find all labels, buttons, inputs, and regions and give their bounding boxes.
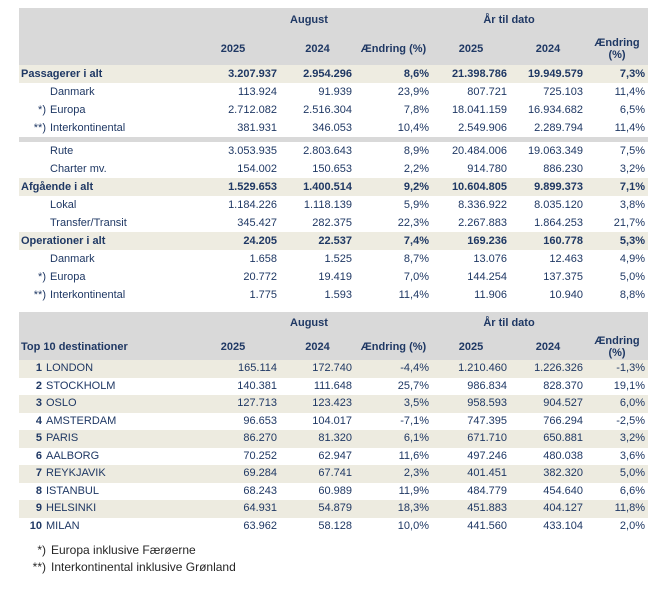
cell-ytd-2025: 20.484.006 (451, 145, 507, 157)
cell-aug-2025: 165.114 (238, 362, 277, 374)
row-label-cell (19, 101, 186, 119)
footnote-text: Interkontinental inklusive Grønland (51, 560, 236, 574)
row-label-cell (19, 232, 186, 250)
cell-ytd-change: 3,6% (619, 449, 645, 462)
row-label: Operationer i alt (21, 235, 106, 247)
august-group-header: August (290, 14, 328, 26)
cell-aug-change: 25,7% (397, 379, 429, 392)
col-header-ytd-2025: 2025 (458, 341, 484, 353)
row-label-cell (19, 119, 186, 137)
cell-ytd-2024: 19.063.349 (527, 145, 583, 157)
cell-aug-2025: 64.931 (243, 502, 277, 514)
col-header-aug-2025: 2025 (220, 341, 246, 353)
cell-aug-2025: 1.775 (249, 289, 277, 301)
cell-ytd-2025: 484.779 (467, 484, 507, 497)
col-header-ytd-2024: 2024 (535, 42, 561, 55)
row-label: Interkontinental (50, 122, 126, 134)
cell-aug-change: 8,6% (403, 68, 429, 80)
cell-ytd-change: 5,0% (619, 467, 645, 479)
cell-ytd-2024: 433.104 (543, 519, 583, 532)
row-label-cell (19, 83, 186, 101)
cell-aug-2024: 81.320 (318, 432, 352, 444)
cell-ytd-2024: 1.864.253 (534, 217, 583, 229)
cell-aug-2024: 19.419 (318, 271, 352, 283)
table-row-interkontinental-ops (19, 286, 648, 304)
destination-row-istanbul (19, 483, 648, 501)
row-label: Danmark (50, 253, 95, 265)
table-row-danmark (19, 83, 648, 101)
rank-number: 7 (35, 467, 42, 479)
cell-ytd-2025: 169.236 (467, 235, 507, 247)
cell-aug-change: 7,8% (403, 104, 429, 116)
cell-aug-2024: 2.954.296 (303, 68, 352, 80)
cell-ytd-2025: 10.604.805 (451, 181, 507, 193)
period-header-row (19, 312, 648, 334)
table-row-europa (19, 101, 648, 119)
col-header-aug-change: Ændring (%) (360, 42, 427, 55)
row-label-cell (19, 430, 186, 448)
cell-ytd-2024: 10.940 (549, 289, 583, 301)
destination-name: REYKJAVIK (46, 467, 106, 479)
destination-row-oslo (19, 395, 648, 413)
destination-name: MILAN (46, 519, 80, 532)
row-label-cell (19, 518, 186, 536)
cell-ytd-2025: 914.780 (467, 163, 507, 175)
cell-aug-change: 11,4% (398, 289, 429, 301)
destination-row-amsterdam (19, 413, 648, 431)
cell-ytd-2025: 2.267.883 (458, 217, 507, 229)
cell-aug-change: 11,6% (398, 449, 429, 462)
cell-ytd-change: 6,5% (619, 104, 645, 116)
cell-ytd-2025: 451.883 (467, 502, 507, 514)
cell-aug-2024: 22.537 (318, 235, 352, 247)
cell-ytd-2024: 725.103 (543, 86, 583, 98)
row-label-cell (19, 286, 186, 304)
cell-ytd-2024: 1.226.326 (534, 362, 583, 374)
destination-name: LONDON (46, 362, 94, 374)
cell-ytd-2025: 11.906 (474, 289, 507, 301)
cell-ytd-change: 19,1% (613, 379, 645, 392)
cell-aug-change: 11,9% (398, 484, 429, 497)
rank-number: 10 (29, 519, 42, 532)
cell-aug-2025: 127.713 (237, 397, 277, 409)
footnote-text: Europa inklusive Færøerne (51, 543, 196, 557)
cell-aug-2024: 67.741 (318, 467, 352, 479)
column-header-row (19, 32, 648, 65)
cell-ytd-2024: 160.778 (543, 235, 583, 247)
cell-aug-2025: 3.053.935 (228, 145, 277, 157)
cell-ytd-2024: 382.320 (543, 467, 583, 479)
row-label: Passagerer i alt (21, 68, 103, 80)
august-group-header: August (290, 317, 328, 329)
cell-aug-2024: 1.593 (324, 289, 352, 301)
destination-row-london (19, 360, 648, 378)
row-label: Danmark (50, 86, 95, 98)
cell-aug-2025: 63.962 (243, 519, 277, 532)
row-label-cell (19, 465, 186, 483)
cell-ytd-2024: 480.038 (543, 449, 583, 462)
destination-row-paris (19, 430, 648, 448)
table-row-transfer-transit (19, 214, 648, 232)
cell-aug-2025: 381.931 (237, 122, 277, 134)
table-row-charter (19, 160, 648, 178)
cell-ytd-2024: 886.230 (543, 163, 583, 175)
cell-aug-2025: 69.284 (243, 467, 277, 479)
destination-name: ISTANBUL (46, 484, 99, 497)
cell-aug-2025: 2.712.082 (228, 104, 277, 116)
cell-ytd-change: 11,4% (614, 86, 645, 98)
row-label: Charter mv. (50, 163, 107, 175)
row-marker: *) (38, 104, 46, 116)
cell-aug-2024: 1.525 (324, 253, 352, 265)
row-marker: **) (33, 122, 46, 134)
rank-number: 3 (35, 397, 42, 409)
cell-aug-change: -7,1% (400, 414, 429, 427)
cell-ytd-2024: 19.949.579 (527, 68, 583, 80)
row-label-cell (19, 160, 186, 178)
col-header-aug-2024: 2024 (305, 341, 330, 353)
cell-aug-2024: 60.989 (318, 484, 352, 497)
cell-ytd-change: 6,6% (619, 484, 645, 497)
row-label: Europa (50, 271, 86, 283)
cell-ytd-change: 2,0% (619, 519, 645, 532)
cell-aug-change: 2,3% (403, 467, 429, 479)
row-label-cell (19, 360, 186, 378)
cell-aug-2025: 1.658 (249, 253, 277, 265)
table-row-rute (19, 142, 648, 160)
row-label-cell (19, 378, 186, 396)
cell-aug-change: -4,4% (400, 362, 429, 374)
ytd-group-header: År til dato (483, 317, 535, 329)
cell-ytd-2025: 21.398.786 (451, 68, 507, 80)
cell-ytd-change: 11,8% (614, 502, 645, 514)
table-row-interkontinental (19, 119, 648, 137)
col-header-ytd-2025: 2025 (458, 42, 484, 55)
cell-aug-2024: 2.803.643 (303, 145, 352, 157)
cell-aug-2024: 1.400.514 (303, 181, 352, 193)
cell-aug-change: 7,4% (403, 235, 429, 247)
cell-ytd-2025: 1.210.460 (458, 362, 507, 374)
cell-ytd-2024: 16.934.682 (527, 104, 583, 116)
footnotes (19, 542, 639, 576)
cell-ytd-change: -1,3% (616, 362, 645, 374)
cell-aug-2024: 54.879 (318, 502, 352, 514)
row-label-cell (19, 142, 186, 160)
cell-aug-2025: 86.270 (243, 432, 277, 444)
cell-aug-change: 8,7% (403, 253, 429, 265)
cell-aug-change: 18,3% (397, 502, 429, 514)
cell-ytd-2025: 958.593 (467, 397, 507, 409)
destination-name: PARIS (46, 432, 79, 444)
cell-aug-2025: 140.381 (237, 379, 277, 392)
cell-aug-2024: 58.128 (318, 519, 352, 532)
cell-aug-2025: 96.653 (243, 414, 277, 427)
cell-aug-2024: 91.939 (318, 86, 352, 98)
cell-ytd-2024: 404.127 (543, 502, 583, 514)
rank-number: 4 (35, 414, 42, 427)
cell-ytd-change: 5,0% (619, 271, 645, 283)
ytd-group-header: År til dato (483, 14, 535, 26)
destination-row-reykjavik (19, 465, 648, 483)
row-marker: *) (38, 271, 46, 283)
cell-aug-2025: 154.002 (237, 163, 277, 175)
cell-ytd-2024: 904.527 (543, 397, 583, 409)
cell-aug-2025: 1.529.653 (228, 181, 277, 193)
cell-ytd-2024: 650.881 (543, 432, 583, 444)
cell-aug-change: 3,5% (403, 397, 429, 409)
cell-ytd-change: -2,5% (616, 414, 645, 427)
cell-ytd-change: 21,7% (613, 217, 645, 229)
destination-row-milan (19, 518, 648, 536)
table-row-afgaaende-i-alt (19, 178, 648, 196)
row-label: Europa (50, 104, 86, 116)
destination-name: OSLO (46, 397, 77, 409)
destination-row-stockholm (19, 378, 648, 396)
traffic-summary-table (19, 8, 648, 304)
row-label-cell (19, 483, 186, 501)
cell-aug-2024: 150.653 (312, 163, 352, 175)
rank-number: 2 (35, 379, 42, 392)
destination-row-aalborg (19, 448, 648, 466)
footnote-interkontinental (19, 559, 639, 576)
row-label-cell (19, 395, 186, 413)
cell-ytd-2024: 828.370 (543, 379, 583, 392)
row-label-cell (19, 500, 186, 518)
cell-ytd-2024: 766.294 (543, 414, 583, 427)
rank-number: 9 (35, 502, 42, 514)
cell-aug-change: 10,0% (397, 519, 429, 532)
row-label: Rute (50, 145, 74, 157)
cell-ytd-2024: 12.463 (549, 253, 583, 265)
col-header-aug-2025: 2025 (220, 42, 246, 55)
cell-ytd-2025: 441.560 (467, 519, 507, 532)
cell-ytd-change: 7,1% (619, 181, 645, 193)
cell-ytd-change: 3,2% (619, 163, 645, 175)
col-header-aug-2024: 2024 (305, 42, 330, 55)
row-label-cell (19, 448, 186, 466)
cell-aug-2025: 1.184.226 (228, 199, 277, 211)
cell-aug-2024: 282.375 (312, 217, 352, 229)
cell-aug-2024: 62.947 (318, 449, 352, 462)
cell-ytd-change: 8,8% (619, 289, 645, 301)
cell-ytd-change: 11,4% (614, 122, 645, 134)
cell-aug-2025: 113.924 (238, 86, 277, 98)
col-header-ytd-change: Ændring (%) (594, 335, 640, 359)
cell-ytd-2024: 137.375 (543, 271, 583, 283)
rank-number: 8 (35, 484, 42, 497)
cell-ytd-2025: 807.721 (467, 86, 507, 98)
cell-ytd-2025: 401.451 (467, 467, 507, 479)
cell-aug-2025: 20.772 (243, 271, 277, 283)
table-row-passagerer-i-alt (19, 65, 648, 83)
destination-name: AALBORG (46, 449, 100, 462)
cell-ytd-2025: 13.076 (473, 253, 507, 265)
cell-ytd-2025: 986.834 (467, 379, 507, 392)
cell-ytd-2025: 8.336.922 (458, 199, 507, 211)
row-label: Transfer/Transit (50, 217, 127, 229)
footnote-marker: *) (37, 543, 46, 557)
col-header-aug-change: Ændring (%) (360, 341, 427, 353)
row-marker: **) (33, 289, 46, 301)
row-label-cell (19, 65, 186, 83)
cell-ytd-2025: 18.041.159 (451, 104, 507, 116)
cell-aug-change: 9,2% (403, 181, 429, 193)
cell-aug-change: 2,2% (403, 163, 429, 175)
table-row-operationer-i-alt (19, 232, 648, 250)
cell-ytd-change: 4,9% (619, 253, 645, 265)
cell-aug-2024: 172.740 (312, 362, 352, 374)
cell-aug-2025: 70.252 (243, 449, 277, 462)
table-title: Top 10 destinationer (21, 341, 128, 353)
col-header-ytd-2024: 2024 (535, 341, 561, 353)
cell-aug-change: 5,9% (403, 199, 429, 211)
cell-aug-2025: 3.207.937 (228, 68, 277, 80)
rank-number: 5 (35, 432, 42, 444)
row-label: Afgående i alt (21, 181, 94, 193)
rank-number: 1 (35, 362, 42, 374)
destination-name: AMSTERDAM (46, 414, 117, 427)
cell-ytd-2024: 9.899.373 (534, 181, 583, 193)
destination-name: STOCKHOLM (46, 379, 116, 392)
cell-ytd-2025: 497.246 (467, 449, 507, 462)
period-header-row (19, 8, 648, 32)
cell-ytd-2025: 144.254 (467, 271, 507, 283)
row-label-cell (19, 413, 186, 431)
cell-ytd-2024: 8.035.120 (534, 199, 583, 211)
cell-ytd-change: 5,3% (619, 235, 645, 247)
cell-aug-2024: 104.017 (312, 414, 352, 427)
cell-aug-change: 23,9% (397, 86, 429, 98)
cell-aug-change: 7,0% (403, 271, 429, 283)
row-label: Interkontinental (50, 289, 126, 301)
cell-aug-2024: 2.516.304 (303, 104, 352, 116)
row-label-cell (19, 268, 186, 286)
cell-aug-2025: 24.205 (243, 235, 277, 247)
row-label: Lokal (50, 199, 77, 211)
row-label-cell (19, 196, 186, 214)
cell-ytd-2025: 2.549.906 (458, 122, 507, 134)
row-label-cell (19, 178, 186, 196)
row-label-cell (19, 214, 186, 232)
cell-ytd-change: 7,3% (619, 68, 645, 80)
rank-number: 6 (35, 449, 42, 462)
cell-ytd-change: 3,8% (619, 199, 645, 211)
cell-ytd-change: 7,5% (619, 145, 645, 157)
col-header-ytd-change: Ændring (%) (594, 36, 640, 61)
cell-ytd-2024: 454.640 (543, 484, 583, 497)
row-label-cell (19, 250, 186, 268)
cell-ytd-change: 6,0% (619, 397, 645, 409)
cell-ytd-2024: 2.289.794 (534, 122, 583, 134)
top10-destinations-table (19, 312, 648, 535)
cell-aug-change: 8,9% (403, 145, 429, 157)
footnote-europa (19, 542, 639, 559)
cell-aug-change: 6,1% (403, 432, 429, 444)
cell-aug-2024: 111.648 (313, 379, 352, 392)
column-header-row (19, 334, 648, 360)
table-row-danmark-ops (19, 250, 648, 268)
footnote-marker: **) (32, 560, 46, 574)
cell-aug-2025: 68.243 (243, 484, 277, 497)
cell-aug-2024: 346.053 (312, 122, 352, 134)
destination-name: HELSINKI (46, 502, 97, 514)
cell-ytd-2025: 671.710 (467, 432, 507, 444)
cell-aug-change: 22,3% (397, 217, 429, 229)
cell-aug-2024: 123.423 (312, 397, 352, 409)
cell-aug-2024: 1.118.139 (303, 199, 352, 211)
destination-row-helsinki (19, 500, 648, 518)
cell-aug-change: 10,4% (397, 122, 429, 134)
cell-aug-2025: 345.427 (237, 217, 277, 229)
table-row-lokal (19, 196, 648, 214)
table-row-europa-ops (19, 268, 648, 286)
cell-ytd-2025: 747.395 (467, 414, 507, 427)
cell-ytd-change: 3,2% (619, 432, 645, 444)
